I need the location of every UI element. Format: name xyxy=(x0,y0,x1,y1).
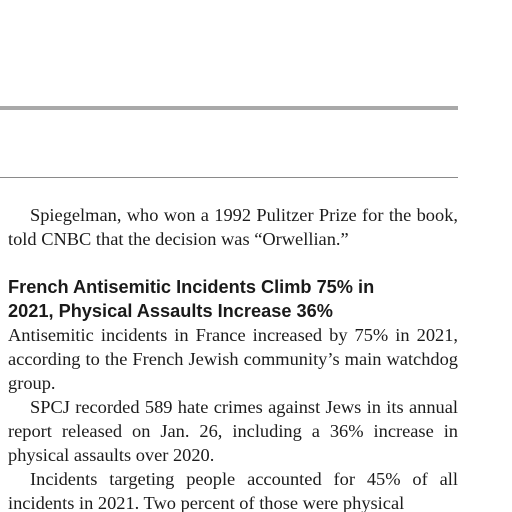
top-divider-thick xyxy=(0,106,458,110)
top-divider-thin xyxy=(0,177,458,178)
article-headline xyxy=(8,275,458,323)
headline-line-1: French Antisemitic Incidents Climb 75% in xyxy=(8,277,375,297)
body-paragraph-1: Antisemitic incidents in France increased by 75% in 2021, according to the French Jewish community’s main watchdog group. xyxy=(8,325,458,393)
body-paragraph-2: SPCJ recorded 589 hate crimes against Jews in its annual report released on Jan. 26, including a 36% increase in physical assaults over 2020. xyxy=(8,397,458,465)
intro-paragraph: Spiegelman, who won a 1992 Pulitzer Prize for the book, told CNBC that the decision was “Orwellian.” xyxy=(8,205,458,249)
headline-line-2: 2021, Physical Assaults Increase 36% xyxy=(8,301,333,321)
body-paragraph-3: Incidents targeting people accounted for 45% of all incidents in 2021. Two percent of those were physical xyxy=(8,469,458,512)
article-body xyxy=(8,203,458,512)
